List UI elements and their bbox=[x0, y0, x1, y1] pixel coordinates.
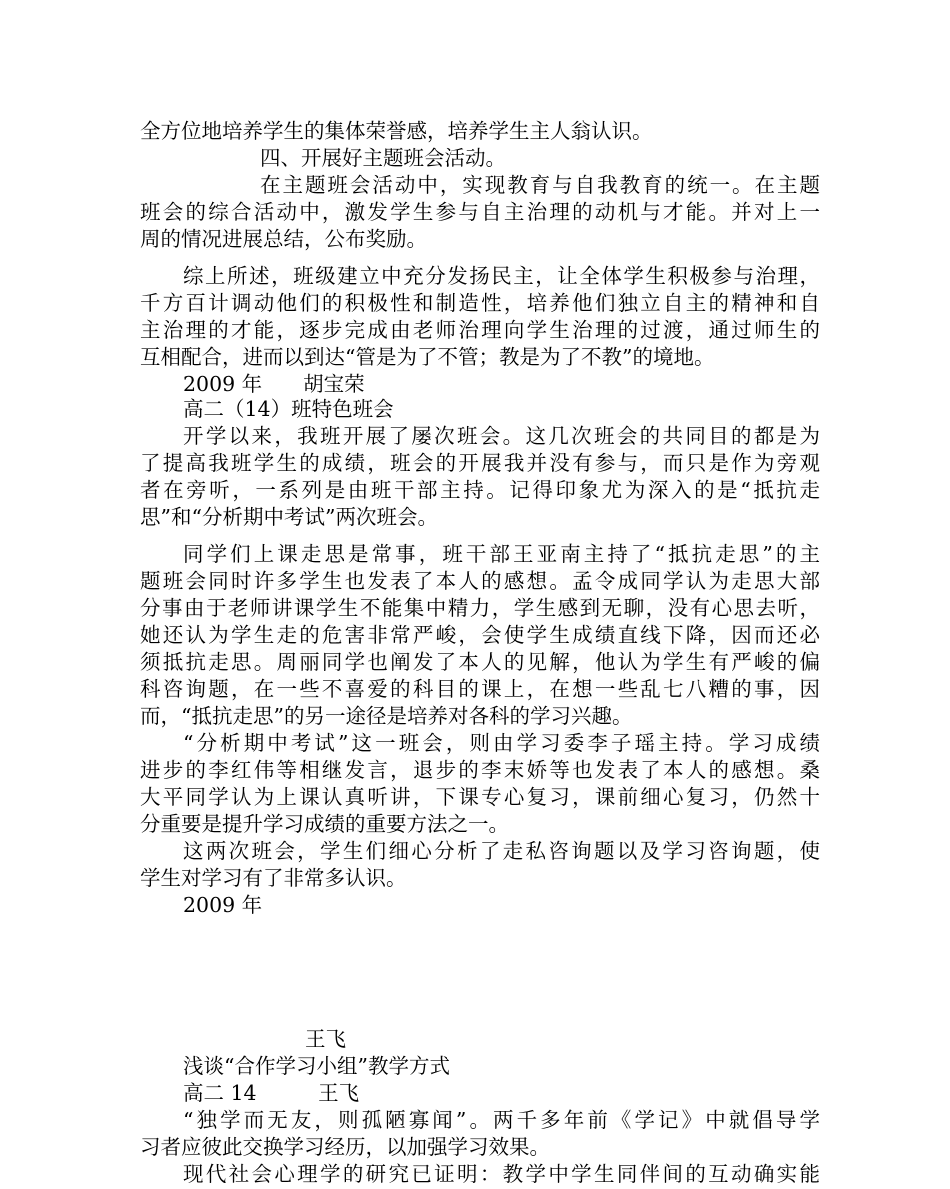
paragraph-line: 开学以来，我班开展了屡次班会。这几次班会的共同目的都是为 bbox=[183, 424, 820, 448]
paragraph-line: 班会的综合活动中，激发学生参与自主治理的动机与才能。并对上一 bbox=[140, 200, 820, 224]
paragraph-line: 这两次班会，学生们细心分析了走私咨询题以及学习咨询题，使 bbox=[183, 839, 820, 863]
section-heading: 四、开展好主题班会活动。 bbox=[260, 146, 506, 170]
paragraph-line: “分析期中考试”这一班会，则由学习委李子瑶主持。学习成绩 bbox=[183, 731, 820, 755]
date-line: 2009 年 bbox=[183, 893, 263, 917]
paragraph-line: 现代社会心理学的研究已证明：教学中学生同伴间的互动确实能 bbox=[183, 1162, 820, 1186]
paragraph-line: 而，“抵抗走思”的另一途径是培养对各科的学习兴趣。 bbox=[140, 704, 633, 728]
paragraph-line: 她还认为学生走的危害非常严峻，会使学生成绩直线下降，因而还必 bbox=[140, 623, 820, 647]
paragraph-line: 在主题班会活动中，实现教育与自我教育的统一。在主题 bbox=[260, 173, 820, 197]
paragraph-line: 大平同学认为上课认真听讲，下课专心复习，课前细心复习，仍然十 bbox=[140, 785, 820, 809]
paragraph-line: 学生对学习有了非常多认识。 bbox=[140, 866, 407, 890]
paragraph-line: 互相配合，进而以到达“管是为了不管；教是为了不教”的境地。 bbox=[140, 345, 715, 369]
paragraph-line: 者在旁听，一系列是由班干部主持。记得印象尤为深入的是“抵抗走 bbox=[140, 478, 820, 502]
author-name: 王飞 bbox=[305, 1027, 346, 1051]
article-title: 浅谈“合作学习小组”教学方式 bbox=[183, 1054, 450, 1078]
paragraph-line: 分重要是提升学习成绩的重要方法之一。 bbox=[140, 812, 509, 836]
paragraph-line: 习者应彼此交换学习经历，以加强学习效果。 bbox=[140, 1135, 550, 1159]
paragraph-line: 千方百计调动他们的积极性和制造性，培养他们独立自主的精神和自 bbox=[140, 291, 820, 315]
paragraph-line: 同学们上课走思是常事，班干部王亚南主持了“抵抗走思”的主 bbox=[183, 542, 820, 566]
text-line: 全方位地培养学生的集体荣誉感，培养学生主人翁认识。 bbox=[140, 119, 653, 143]
paragraph-line: 了提高我班学生的成绩，班会的开展我并没有参与，而只是作为旁观 bbox=[140, 451, 820, 475]
paragraph-line: 主治理的才能，逐步完成由老师治理向学生治理的过渡，通过师生的 bbox=[140, 318, 820, 342]
paragraph-line: 须抵抗走思。周丽同学也阐发了本人的见解，他认为学生有严峻的偏 bbox=[140, 650, 820, 674]
article-title: 高二（14）班特色班会 bbox=[183, 397, 394, 421]
paragraph-line: 分事由于老师讲课学生不能集中精力，学生感到无聊，没有心思去听， bbox=[140, 596, 820, 620]
paragraph-line: 题班会同时许多学生也发表了本人的感想。孟令成同学认为走思大部 bbox=[140, 569, 820, 593]
paragraph-line: “独学而无友，则孤陋寡闻”。两千多年前《学记》中就倡导学 bbox=[183, 1108, 820, 1132]
date-author: 2009 年 胡宝荣 bbox=[183, 372, 365, 396]
paragraph-line: 科咨询题，在一些不喜爱的科目的课上，在想一些乱七八糟的事，因 bbox=[140, 677, 820, 701]
paragraph-line: 周的情况进展总结，公布奖励。 bbox=[140, 227, 427, 251]
paragraph-line: 综上所述，班级建立中充分发扬民主，让全体学生积极参与治理， bbox=[183, 264, 820, 288]
author-line: 高二 14 王飞 bbox=[183, 1081, 360, 1105]
paragraph-line: 进步的李红伟等相继发言，退步的李末娇等也发表了本人的感想。桑 bbox=[140, 758, 820, 782]
paragraph-line: 思”和“分析期中考试”两次班会。 bbox=[140, 505, 438, 529]
